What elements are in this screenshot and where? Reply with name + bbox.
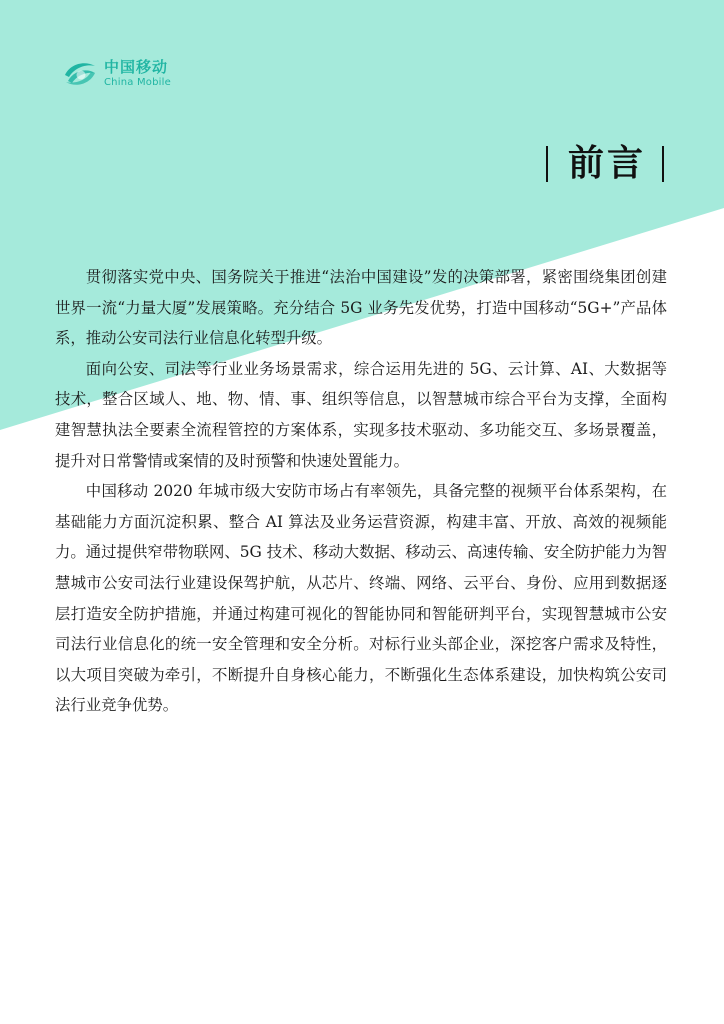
logo-english-text: China Mobile: [104, 77, 171, 88]
paragraph-1: 贯彻落实党中央、国务院关于推进“法治中国建设”发的决策部署，紧密围绕集团创建世界一流“力量大厦”发展策略。充分结合 5G 业务先发优势，打造中国移动“5G+”产品体系，推动公安司法行业信息化转型升级。: [55, 268, 667, 348]
paragraph-2: 面向公安、司法等行业业务场景需求，综合运用先进的 5G、云计算、AI、大数据等技术，整合区域人、地、物、情、事、组织等信息，以智慧城市综合平台为支撑，全面构建智慧执法全要素全流程管控的方案体系，实现多技术驱动、多功能交互、多场景覆盖，提升对日常警情或案情的及时预警和快速处置能力。: [55, 359, 667, 470]
title-left-bar: [546, 146, 548, 182]
paragraph-3: 中国移动 2020 年城市级大安防市场占有率领先，具备完整的视频平台体系架构，在基础能力方面沉淀积累、整合 AI 算法及业务运营资源，构建丰富、开放、高效的视频能力。通过提供窄带物联网、5G 技术、移动大数据、移动云、高速传输、安全防护能力为智慧城市公安司法行业建设保驾护航，从芯片、终端、网络、云平台、身份、应用到数据逐层打造安全防护措施，并通过构建可视化的智能协同和智能研判平台，实现智慧城市公安司法行业信息化的统一安全管理和安全分析。对标行业头部企业，深挖客户需求及特性，以大项目突破为牵引，不断提升自身核心能力，不断强化生态体系建设，加快构筑公安司法行业竞争优势。: [55, 482, 667, 715]
section-heading: [546, 143, 664, 184]
preface-body: [55, 262, 667, 721]
logo-chinese-text: 中国移动: [104, 58, 169, 76]
page-title: 前言: [567, 143, 646, 184]
title-right-bar: [662, 146, 664, 182]
china-mobile-logo: [62, 56, 171, 92]
china-mobile-logo-icon: [62, 56, 98, 92]
